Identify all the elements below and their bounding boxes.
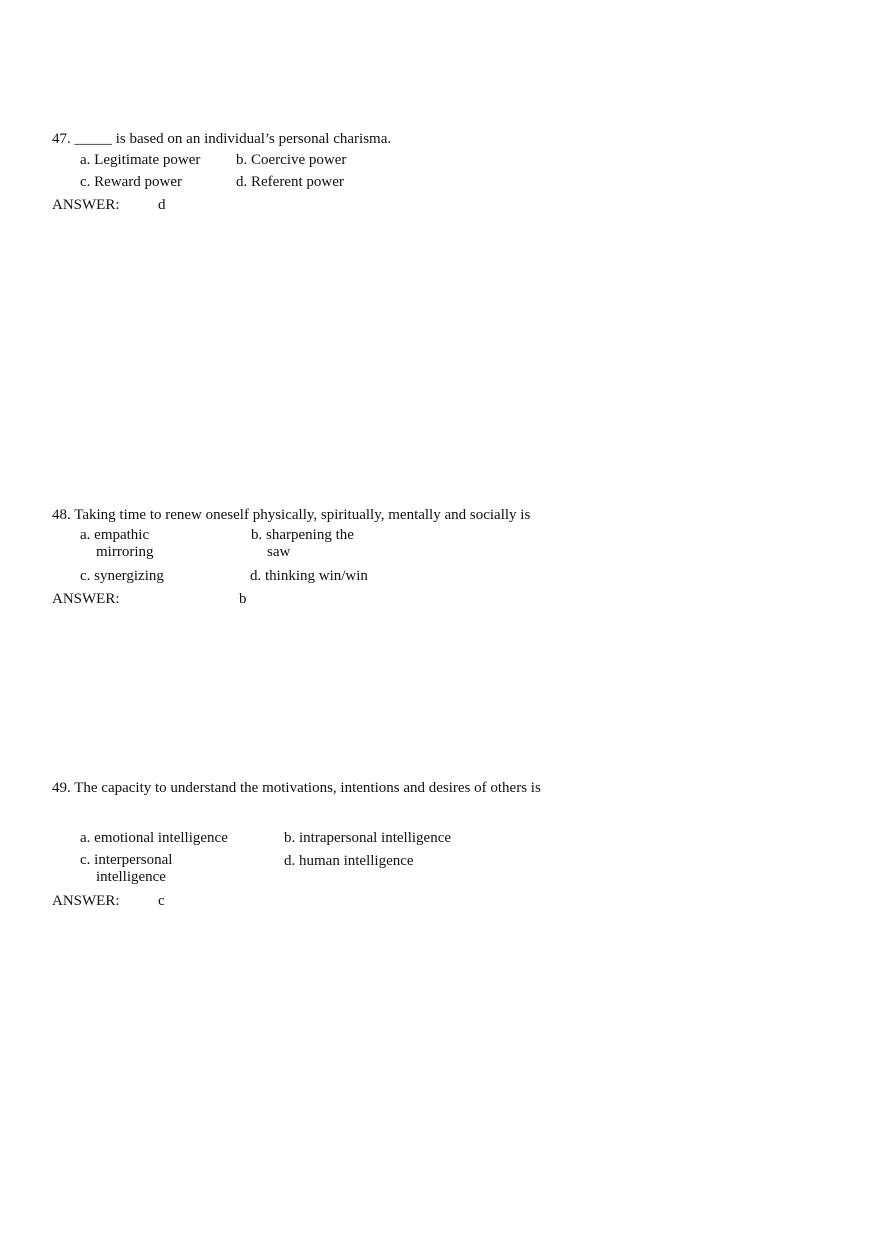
option-d: d. Referent power [236,174,344,190]
option-a-continuation: mirroring [96,544,154,560]
option-a [80,527,154,561]
option-a: a. Legitimate power [80,152,201,168]
option-c: c. synergizing [80,568,164,584]
option-b: b. Coercive power [236,152,347,168]
option-c-continuation: intelligence [96,869,166,885]
option-b-text: b. sharpening the [251,527,354,543]
option-d: d. human intelligence [284,853,414,869]
question-stem: 48. Taking time to renew oneself physically, spiritually, mentally and socially is [52,507,531,523]
option-a-text: a. empathic [80,527,150,543]
option-d: d. thinking win/win [250,568,368,584]
answer-label: ANSWER: [52,893,120,909]
option-c-text: c. interpersonal [80,852,173,868]
option-c: c. Reward power [80,174,183,190]
option-b: b. intrapersonal intelligence [284,830,452,846]
answer-value: d [158,197,166,213]
answer-label: ANSWER: [52,591,120,607]
option-b [251,527,354,561]
question-stem: 49. The capacity to understand the motivations, intentions and desires of others is [52,780,541,796]
answer-value: b [239,591,247,607]
question-stem: 47. _____ is based on an individual’s personal charisma. [52,131,392,147]
answer-label: ANSWER: [52,197,120,213]
option-a: a. emotional intelligence [80,830,228,846]
option-c [80,852,172,886]
answer-value: c [158,893,165,909]
option-b-continuation: saw [267,544,291,560]
